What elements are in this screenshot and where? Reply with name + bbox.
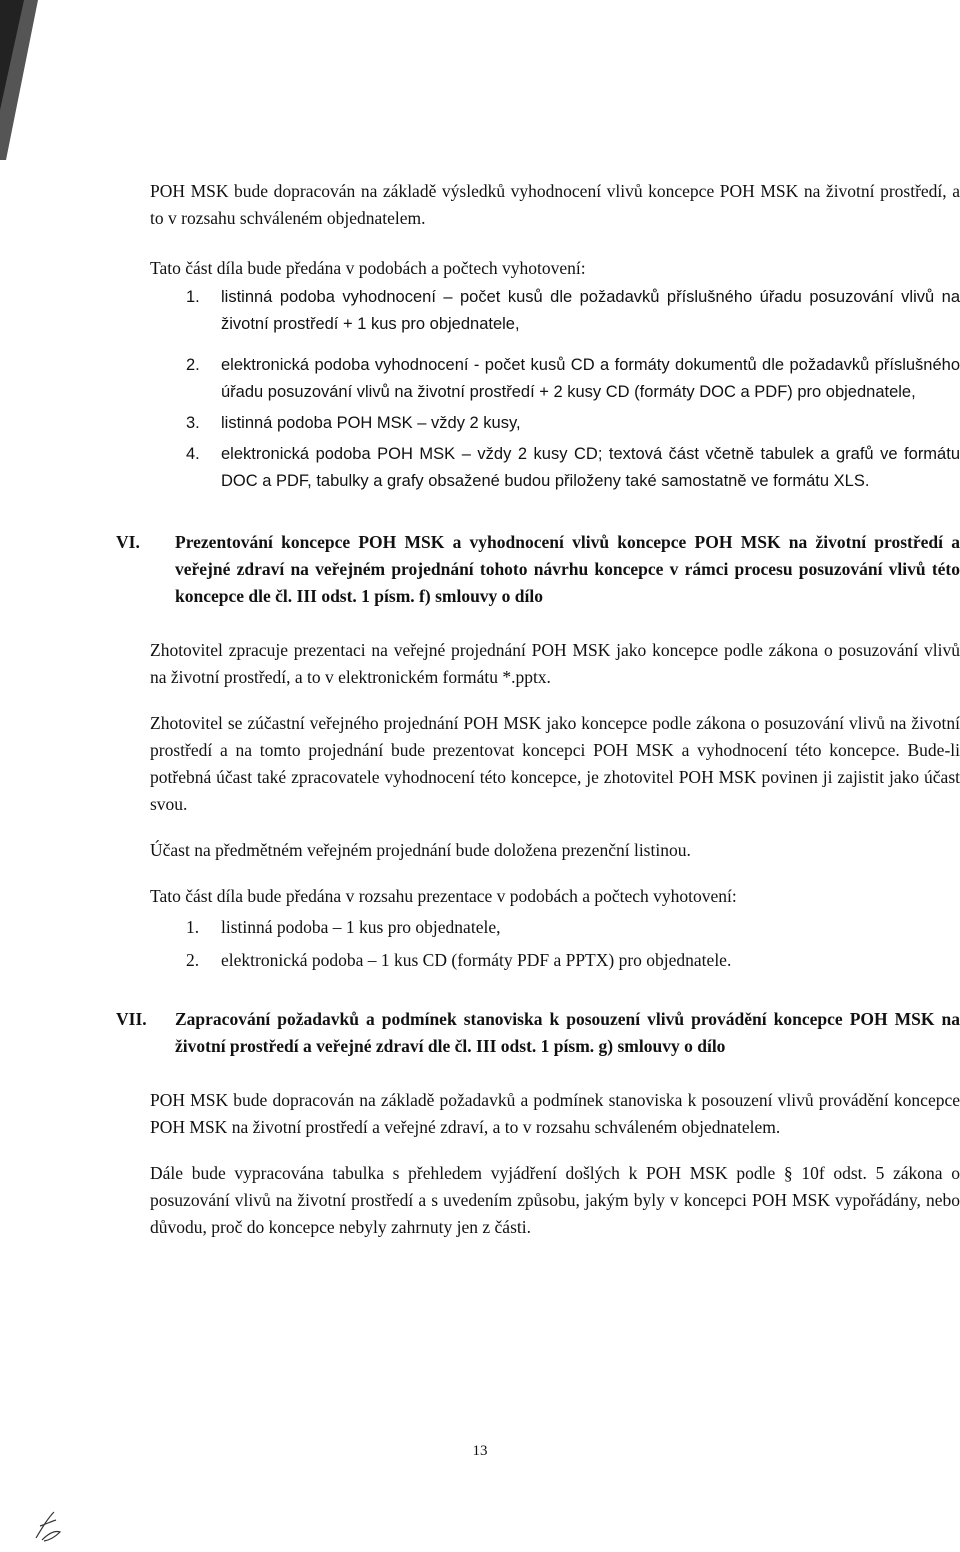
list-item-text: elektronická podoba – 1 kus CD (formáty PDF a PPTX) pro objednatele. — [221, 950, 732, 970]
list-item-number: 1. — [186, 917, 200, 937]
section-title: Prezentování koncepce POH MSK a vyhodnocení vlivů koncepce POH MSK na životní prostředí a veřejné zdraví na veřejném projednání tohoto návrhu koncepce v rámci procesu posuzování vlivů této koncepce dle čl. III odst. 1 písm. f) smlouvy o dílo — [175, 532, 960, 606]
section-vi-lead: Tato část díla bude předána v rozsahu prezentace v podobách a počtech vyhotovení: — [150, 886, 737, 906]
list-item — [150, 914, 960, 941]
section-vii-paragraph-2: Dále bude vypracována tabulka s přehledem vyjádření došlých k POH MSK podle § 10f odst. 5 zákona o posuzování vlivů na životní prostředí a s uvedením způsobu, jakým byly v koncepci POH MSK vypořádány, nebo důvodu, proč do koncepce nebyly zahrnuty jen z části. — [150, 1163, 960, 1237]
scan-corner-shadow — [0, 0, 40, 160]
section-vi-paragraph-1: Zhotovitel zpracuje prezentaci na veřejné projednání POH MSK jako koncepce podle zákona o posuzování vlivů na životní prostředí, a to v elektronickém formátu *.pptx. — [150, 640, 960, 687]
list-item-number: 1. — [186, 288, 200, 306]
list-item — [150, 947, 960, 974]
section-vi-list — [150, 914, 960, 974]
section-number: VI. — [116, 532, 140, 552]
list-item-text: listinná podoba – 1 kus pro objednatele, — [221, 917, 501, 937]
list-item-text: listinná podoba POH MSK – vždy 2 kusy, — [221, 414, 521, 432]
list-item-text: elektronická podoba vyhodnocení - počet kusů CD a formáty dokumentů dle požadavků příslušného úřadu posuzování vlivů na životní prostředí + 2 kusy CD (formáty DOC a PDF) pro objednatele, — [221, 356, 960, 401]
list-item-number: 2. — [186, 356, 200, 374]
list-item — [150, 410, 960, 437]
intro-lead: Tato část díla bude předána v podobách a počtech vyhotovení: — [150, 258, 586, 278]
list-item — [150, 284, 960, 338]
section-title: Zapracování požadavků a podmínek stanoviska k posouzení vlivů provádění koncepce POH MSK na životní prostředí a veřejné zdraví dle čl. III odst. 1 písm. g) smlouvy o dílo — [175, 1009, 960, 1056]
section-number: VII. — [116, 1009, 147, 1029]
list-item-number: 4. — [186, 445, 200, 463]
list-item-text: elektronická podoba POH MSK – vždy 2 kusy CD; textová část včetně tabulek a grafů ve formátu DOC a PDF, tabulky a grafy obsažené budou přiloženy také samostatně ve formátu XLS. — [221, 445, 960, 490]
section-vi-heading — [116, 529, 960, 610]
intro-list — [150, 284, 960, 495]
list-item-number: 3. — [186, 414, 200, 432]
list-item-text: listinná podoba vyhodnocení – počet kusů dle požadavků příslušného úřadu posuzování vlivů na životní prostředí + 1 kus pro objednatele, — [221, 288, 960, 333]
handwritten-initials — [28, 1508, 68, 1544]
list-item-number: 2. — [186, 950, 200, 970]
list-item — [150, 441, 960, 495]
section-vi-paragraph-2: Zhotovitel se zúčastní veřejného projednání POH MSK jako koncepce podle zákona o posuzování vlivů na životní prostředí a na tomto projednání bude prezentovat koncepci POH MSK a vyhodnocení této koncepce. Bude-li potřebná účast také zpracovatele vyhodnocení této koncepce, je zhotovitel POH MSK povinen ji zajistit jako účast svou. — [150, 713, 960, 814]
list-item — [150, 352, 960, 406]
section-vi-paragraph-3: Účast na předmětném veřejném projednání bude doložena prezenční listinou. — [150, 840, 691, 860]
section-vii-paragraph-1: POH MSK bude dopracován na základě požadavků a podmínek stanoviska k posouzení vlivů provádění koncepce POH MSK na životní prostředí a veřejné zdraví, a to v rozsahu schváleném objednatelem. — [150, 1090, 960, 1137]
page-number: 13 — [472, 1443, 488, 1459]
page-content — [116, 178, 960, 1241]
section-vii-heading — [116, 1006, 960, 1060]
intro-paragraph: POH MSK bude dopracován na základě výsledků vyhodnocení vlivů koncepce POH MSK na životní prostředí, a to v rozsahu schváleném objednatelem. — [150, 181, 960, 228]
